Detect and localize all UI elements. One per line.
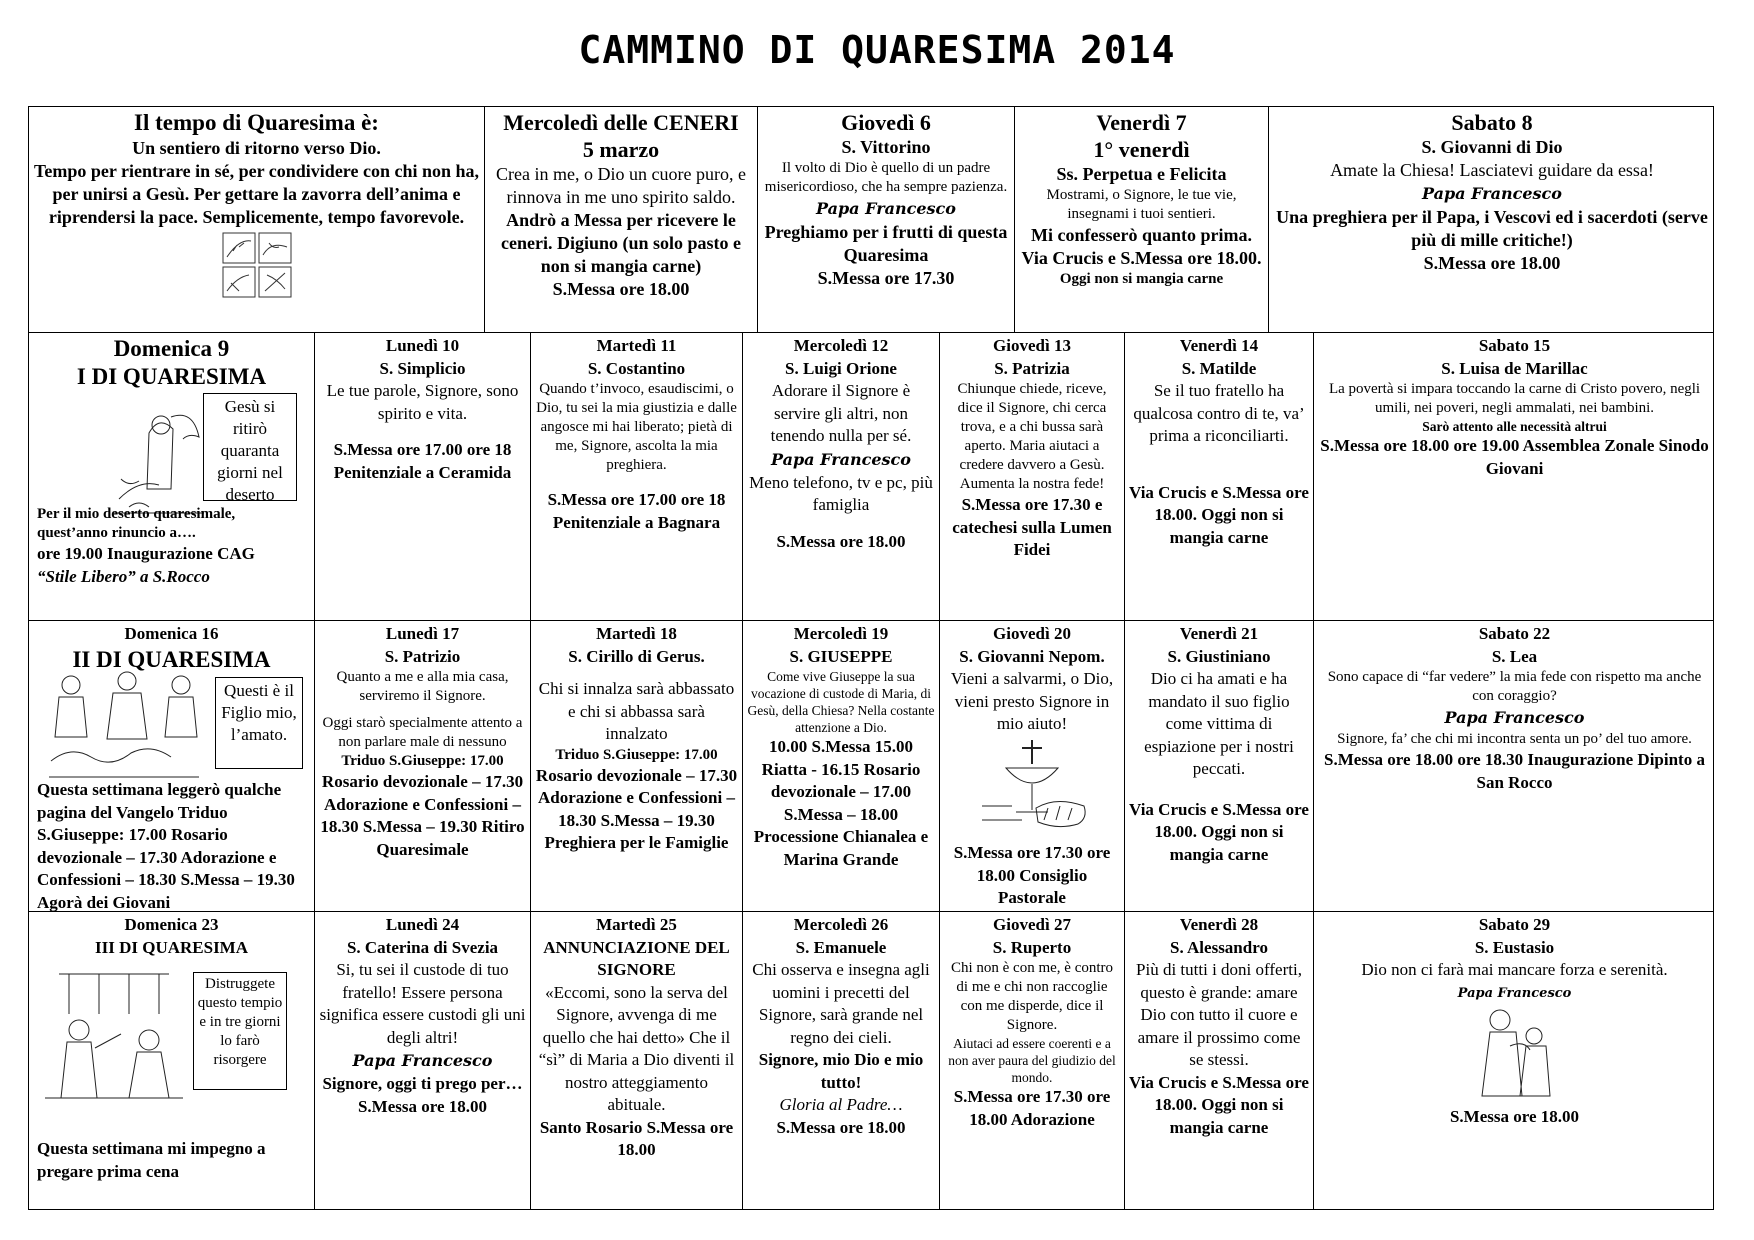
gospel-quote-box: Gesù si ritirò quaranta giorni nel deserto xyxy=(203,393,297,501)
day-cell-ven14 xyxy=(1125,333,1314,620)
day-triduo: Triduo S.Giuseppe: 17.00 xyxy=(341,753,504,769)
sunday-cell-16 xyxy=(29,621,315,911)
day-prayer: Chi si innalza sarà abbassato e chi si abbassa sarà innalzato xyxy=(538,679,735,743)
day-title: Domenica 9 xyxy=(113,336,230,361)
day-mass: S.Messa ore 18.00 xyxy=(776,1117,906,1137)
day-mass: Rosario devozionale – 17.30 Adorazione e Confessioni – 18.30 S.Messa – 19.30 Ritiro Quaresimale xyxy=(320,772,525,859)
intro-line: Un sentiero di ritorno verso Dio. xyxy=(132,138,381,158)
intro-line: Tempo per rientrare in sé, per condividere con chi non ha, per unirsi a Gesù. Per gettare la zavorra dell’anima e riprendersi la pace. Semplicemente, tempo favorevole. xyxy=(33,161,479,227)
day-title: Giovedì 13 xyxy=(993,336,1071,355)
signature-papa: Papa Francesco xyxy=(771,449,911,469)
day-title: Domenica 16 xyxy=(124,624,219,643)
day-title: Sabato 15 xyxy=(1478,336,1551,355)
day-commitment: Una preghiera per il Papa, i Vescovi ed i sacerdoti (serve più di mille critiche!) xyxy=(1276,207,1708,250)
day-prayer: Chiunque chiede, riceve, dice il Signore, chi cerca trova, e a chi bussa sarà aperto. Maria aiutaci a credere davvero a Gesù. Aumenta la nostra fede! xyxy=(957,381,1107,492)
day-quote: Adorare il Signore è servire gli altri, non tenendo nulla per sé. xyxy=(770,381,912,445)
transfiguration-illustration xyxy=(41,671,211,781)
day-saint: S. Vittorino xyxy=(841,137,931,157)
day-prayer: Quanto a me e alla mia casa, serviremo il Signore. xyxy=(336,669,509,704)
day-saint: S. Matilde xyxy=(1181,358,1257,378)
jesus-in-desert-illustration xyxy=(109,403,209,521)
day-title: Mercoledì 12 xyxy=(793,336,889,355)
day-title: Venerdì 14 xyxy=(1179,336,1259,355)
day-prayer: Si, tu sei il custode di tuo fratello! Essere persona significa essere custodi gli uni degli altri! xyxy=(319,960,526,1047)
day-commitment: Signore, oggi ti prego per… xyxy=(322,1074,523,1093)
day-cell-mar18 xyxy=(531,621,743,911)
day-title: Venerdì 7 xyxy=(1096,110,1187,135)
signature-papa: Papa Francesco xyxy=(1422,184,1562,203)
day-saint: S. Caterina di Svezia xyxy=(346,937,499,957)
day-commitment: Sarò attento alle necessità altrui xyxy=(1422,419,1607,434)
day-mass: 10.00 S.Messa 15.00 Riatta - 16.15 Rosario devozionale – 17.00 S.Messa – 18.00 Processione Chianalea e Marina Grande xyxy=(753,737,929,869)
temple-cleansing-illustration xyxy=(39,964,189,1104)
day-prayer: Più di tutti i doni offerti, questo è grande: amare Dio con tutto il cuore e amare il prossimo come se stessi. xyxy=(1136,960,1302,1069)
day-prayer: Dio non ci farà mai mancare forza e serenità. xyxy=(1361,960,1668,979)
day-cell-mer12 xyxy=(743,333,940,620)
day-title: Giovedì 27 xyxy=(993,915,1071,934)
sunday-cell-9 xyxy=(29,333,315,620)
day-commitment: Aiutaci ad essere coerenti e a non aver paura del giudizio del mondo. xyxy=(948,1036,1116,1085)
day-commitment: Mi confesserò quanto prima. Via Crucis e S.Messa ore 18.00. xyxy=(1021,225,1262,268)
day-cell-ven28 xyxy=(1125,912,1314,1209)
day-saint: S. Luigi Orione xyxy=(785,358,897,378)
sunday-commitment: Questa settimana mi impegno a pregare prima cena xyxy=(37,1139,266,1181)
day-cell-ceneri xyxy=(485,107,758,332)
day-title: Sabato 8 xyxy=(1451,110,1533,135)
day-cell-ven21 xyxy=(1125,621,1314,911)
day-mass: Via Crucis e S.Messa ore 18.00. Oggi non si mangia carne xyxy=(1129,482,1309,547)
day-prayer: Dio ci ha amati e ha mandato il suo figlio come vittima di espiazione per i nostri peccati. xyxy=(1144,669,1294,778)
day-cell-mer26 xyxy=(743,912,940,1209)
day-cell-lun17 xyxy=(315,621,531,911)
day-saint: Ss. Perpetua e Felicita xyxy=(1056,164,1227,184)
day-cell-lun10 xyxy=(315,333,531,620)
day-saint: S. Simplicio xyxy=(379,358,466,378)
day-prayer: Quando t’invoco, esaudiscimi, o Dio, tu sei la mia giustizia e dalle angosce mi hai liberato; pietà di me, Signore, ascolta la mia preghiera. xyxy=(536,381,737,473)
day-mass: S.Messa ore 18.00 xyxy=(1423,253,1561,273)
day-prayer: Chi non è con me, è contro di me e chi non raccoglie con me disperde, dice il Signore. xyxy=(950,960,1114,1033)
day-title: Giovedì 20 xyxy=(993,624,1071,643)
day-title: Mercoledì delle CENERI xyxy=(503,110,739,135)
day-subtitle: ANNUNCIAZIONE DEL SIGNORE xyxy=(543,937,730,979)
day-mass: S.Messa ore 18.00 ore 18.30 Inaugurazione Dipinto a San Rocco xyxy=(1324,750,1705,792)
day-saint: S. Giovanni di Dio xyxy=(1421,137,1563,157)
day-cell-sab29 xyxy=(1314,912,1715,1209)
day-title: Lunedì 17 xyxy=(385,624,460,643)
day-mass: S.Messa ore 17.30 e catechesi sulla Lumen Fidei xyxy=(952,495,1112,559)
calendar-row-week3 xyxy=(29,912,1713,1209)
day-title: Martedì 11 xyxy=(596,336,677,355)
day-saint: S. Alessandro xyxy=(1170,937,1268,957)
day-date: 5 marzo xyxy=(582,137,660,162)
calendar-grid xyxy=(28,106,1714,1210)
day-prayer: Sono capace di “far vedere” la mia fede con rispetto ma anche con coraggio? xyxy=(1327,669,1702,704)
day-title: Sabato 22 xyxy=(1478,624,1551,643)
day-subtitle: I DI QUARESIMA xyxy=(76,364,267,389)
day-saint: S. GIUSEPPE xyxy=(789,646,893,666)
intro-cell xyxy=(29,107,485,332)
day-prayer: «Eccomi, sono la serva del Signore, avvenga di me quello che hai detto» Che il “sì” di Maria a Dio diventi il nostro atteggiamento abituale. xyxy=(538,982,735,1114)
day-mass: Via Crucis e S.Messa ore 18.00. Oggi non si mangia carne xyxy=(1129,799,1309,864)
day-mass: Via Crucis e S.Messa ore 18.00. Oggi non si mangia carne xyxy=(1129,1072,1309,1137)
day-mass: S.Messa ore 18.00 xyxy=(776,531,906,551)
day-prayer: Se il tuo fratello ha qualcosa contro di te, va’ prima a riconciliarti. xyxy=(1133,381,1305,445)
day-saint: S. Lea xyxy=(1491,646,1538,666)
signature-papa: Papa Francesco xyxy=(1457,985,1572,1001)
day-subtitle: II DI QUARESIMA xyxy=(72,646,271,672)
lent-symbols-icon xyxy=(221,231,293,299)
day-commitment: Signore, mio Dio e mio tutto! xyxy=(758,1050,924,1092)
day-commitment: Andrò a Messa per ricevere le ceneri. Digiuno (un solo pasto e non si mangia carne) xyxy=(500,210,741,276)
page-title: CAMMINO DI QUARESIMA 2014 xyxy=(578,28,1176,72)
day-saint: S. Giovanni Nepom. xyxy=(959,646,1105,666)
day-cell-mar11 xyxy=(531,333,743,620)
day-title: Domenica 23 xyxy=(124,915,219,934)
calendar-row-week1 xyxy=(29,333,1713,621)
gospel-quote-box: Distruggete questo tempio e in tre giorni lo farò risorgere xyxy=(193,972,287,1090)
day-saint: S. Luisa de Marillac xyxy=(1441,358,1588,378)
day-note: Oggi non si mangia carne xyxy=(1059,271,1224,287)
day-prayer-italic: Gloria al Padre… xyxy=(779,1095,903,1114)
day-mass: S.Messa ore 17.30 ore 18.00 Consiglio Pastorale xyxy=(953,843,1111,907)
day-cell-gio6 xyxy=(758,107,1015,332)
day-mass: S.Messa ore 18.00 xyxy=(357,1096,488,1116)
day-quote: Il volto di Dio è quello di un padre misericordioso, che ha sempre pazienza. xyxy=(764,160,1008,195)
day-saint: S. Eustasio xyxy=(1474,937,1555,957)
sunday-commitment: Per il mio deserto quaresimale, quest’anno rinuncio a…. xyxy=(37,506,236,541)
signature-papa: Papa Francesco xyxy=(816,199,956,218)
day-title: Martedì 18 xyxy=(596,624,677,643)
sunday-event: ore 19.00 Inaugurazione CAG xyxy=(37,544,255,563)
day-prayer: La povertà si impara toccando la carne di Cristo povero, negli umili, nei poveri, negli ammalati, nei bambini. xyxy=(1328,381,1701,416)
sunday-event-place: “Stile Libero” a S.Rocco xyxy=(37,566,210,586)
day-prayer: Come vive Giuseppe la sua vocazione di custode di Maria, di Gesù, della Chiesa? Nella costante attenzione a Dio. xyxy=(747,669,935,735)
day-cell-gio20 xyxy=(940,621,1125,911)
day-quote: Amate la Chiesa! Lasciatevi guidare da essa! xyxy=(1330,160,1654,180)
sunday-cell-23 xyxy=(29,912,315,1209)
day-title: Venerdì 21 xyxy=(1179,624,1259,643)
day-mass: S.Messa ore 18.00 xyxy=(552,279,690,299)
day-saint: S. Emanuele xyxy=(795,937,887,957)
day-title: Sabato 29 xyxy=(1478,915,1551,934)
intro-heading: Il tempo di Quaresima è: xyxy=(134,110,379,135)
day-prayer: Crea in me, o Dio un cuore puro, e rinnova in me uno spirito saldo. xyxy=(496,164,746,207)
day-saint: S. Ruperto xyxy=(992,937,1072,957)
day-mass: Santo Rosario S.Messa ore 18.00 xyxy=(539,1117,734,1159)
day-title: Venerdì 28 xyxy=(1179,915,1259,934)
day-prayer: Vieni a salvarmi, o Dio, vieni presto Signore in mio aiuto! xyxy=(950,669,1114,733)
day-cell-gio13 xyxy=(940,333,1125,620)
day-mass: S.Messa ore 17.30 xyxy=(817,268,955,288)
day-prayer: Chi osserva e insegna agli uomini i precetti del Signore, sarà grande nel regno dei cieli. xyxy=(752,960,930,1047)
day-mass: S.Messa ore 18.00 ore 19.00 Assemblea Zonale Sinodo Giovani xyxy=(1320,436,1709,478)
day-mass: S.Messa ore 18.00 xyxy=(1449,1107,1580,1126)
day-saint: S. Cirillo di Gerus. xyxy=(568,646,705,666)
day-commitment: Signore, fa’ che chi mi incontra senta un po’ del tuo amore. xyxy=(1337,731,1692,747)
day-saint: S. Patrizia xyxy=(994,358,1070,378)
day-commitment: Preghiamo per i frutti di questa Quaresima xyxy=(764,222,1008,265)
day-subtitle: 1° venerdì xyxy=(1093,137,1190,162)
day-title: Giovedì 6 xyxy=(841,110,931,135)
day-triduo: Triduo S.Giuseppe: 17.00 xyxy=(555,746,718,763)
day-prayer: Mostrami, o Signore, le tue vie, insegnami i tuoi sentieri. xyxy=(1046,187,1237,222)
calendar-row-intro xyxy=(29,107,1713,333)
day-mass: S.Messa ore 17.00 ore 18 Penitenziale a Ceramida xyxy=(333,440,512,482)
day-subtitle: III DI QUARESIMA xyxy=(94,937,249,957)
day-cell-ven7 xyxy=(1015,107,1269,332)
signature-papa: Papa Francesco xyxy=(1444,708,1585,727)
day-cell-sab8 xyxy=(1269,107,1715,332)
day-commitment: Meno telefono, tv e pc, più famiglia xyxy=(749,472,933,514)
calendar-row-week2 xyxy=(29,621,1713,912)
day-saint: S. Giustiniano xyxy=(1167,646,1271,666)
day-cell-gio27 xyxy=(940,912,1125,1209)
day-cell-sab15 xyxy=(1314,333,1715,620)
day-saint: S. Costantino xyxy=(587,358,686,378)
day-commitment: Oggi starò specialmente attento a non parlare male di nessuno xyxy=(322,715,523,750)
day-cell-lun24 xyxy=(315,912,531,1209)
day-cell-mer19 xyxy=(743,621,940,911)
day-cell-mar25 xyxy=(531,912,743,1209)
gospel-quote-box: Questi è il Figlio mio, l’amato. xyxy=(215,677,303,769)
day-mass: Rosario devozionale – 17.30 Adorazione e Confessioni – 18.30 S.Messa – 19.30 Preghiera per le Famiglie xyxy=(535,765,738,852)
day-title: Martedì 25 xyxy=(596,915,677,934)
signature-papa: Papa Francesco xyxy=(352,1051,493,1070)
chalice-bread-icon xyxy=(972,736,1092,836)
day-title: Mercoledì 26 xyxy=(793,915,889,934)
day-prayer: Le tue parole, Signore, sono spirito e vita. xyxy=(326,381,519,423)
day-title: Mercoledì 19 xyxy=(793,624,889,643)
priest-blessing-icon xyxy=(1470,1006,1560,1100)
day-title: Lunedì 24 xyxy=(385,915,460,934)
sunday-commitment: Questa settimana leggerò qualche pagina del Vangelo Triduo S.Giuseppe: 17.00 Rosario devozionale – 17.30 Adorazione e Confessioni – 18.30 S.Messa – 19.30 Agorà dei Giovani xyxy=(37,780,295,911)
day-mass: S.Messa ore 17.00 ore 18 Penitenziale a Bagnara xyxy=(547,490,726,532)
day-cell-sab22 xyxy=(1314,621,1715,911)
day-title: Lunedì 10 xyxy=(385,336,460,355)
day-saint: S. Patrizio xyxy=(384,646,461,666)
day-mass: S.Messa ore 17.30 ore 18.00 Adorazione xyxy=(953,1087,1111,1129)
